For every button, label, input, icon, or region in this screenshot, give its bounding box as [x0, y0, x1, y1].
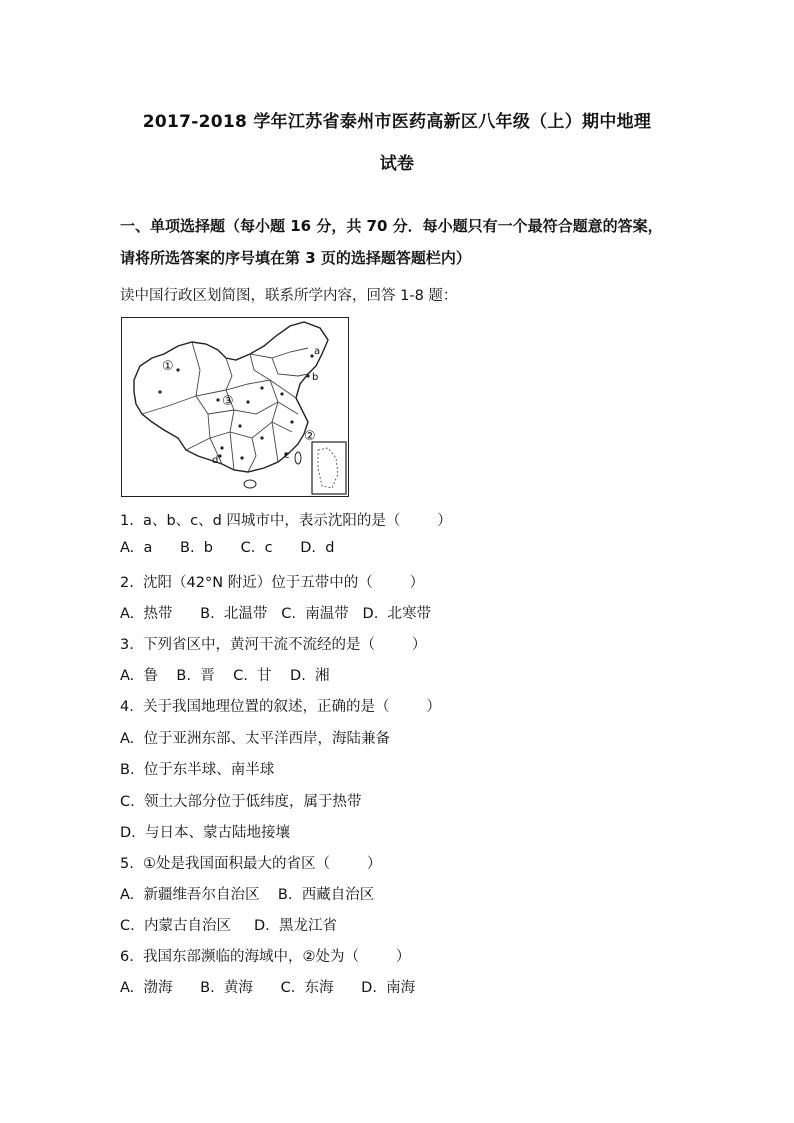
section-heading-line1: 一、单项选择题（每小题 16 分，共 70 分．每小题只有一个最符合题意的答案， — [120, 217, 663, 235]
question-3: 3. 下列省区中，黄河干流不流经的是（ ） — [120, 637, 427, 653]
map-label-city-c: c — [284, 450, 290, 461]
question-1: 1. a、b、c、d 四城市中，表示沈阳的是（ ） — [120, 513, 452, 529]
question-5: 5. ①处是我国面积最大的省区（ ） — [120, 856, 382, 872]
question-5-options-cd: C. 内蒙古自治区 D. 黑龙江省 — [120, 918, 337, 934]
map-label-region3: ③ — [222, 394, 234, 409]
exam-title-line1: 2017-2018 学年江苏省泰州市医药高新区八年级（上）期中地理 — [142, 112, 652, 132]
map-label-region2: ② — [304, 429, 316, 444]
section-heading-line2: 请将所选答案的序号填在第 3 页的选择题答题栏内） — [120, 249, 471, 267]
question-6-options: A. 渤海 B. 黄海 C. 东海 D. 南海 — [120, 980, 416, 996]
intro-text: 读中国行政区划简图，联系所学内容，回答 1-8 题： — [120, 288, 458, 304]
question-3-options: A. 鲁 B. 晋 C. 甘 D. 湘 — [120, 668, 330, 684]
question-1-options: A. a B. b C. c D. d — [120, 540, 335, 556]
map-label-city-d: d — [212, 455, 219, 466]
map-label-city-a: a — [314, 346, 321, 357]
question-2-options: A. 热带 B. 北温带 C. 南温带 D. 北寒带 — [120, 606, 432, 622]
exam-title-line2: 试卷 — [379, 154, 415, 174]
question-5-options-ab: A. 新疆维吾尔自治区 B. 西藏自治区 — [120, 887, 375, 903]
question-2: 2. 沈阳（42°N 附近）位于五带中的（ ） — [120, 575, 425, 591]
map-label-region1: ① — [162, 359, 174, 374]
question-6: 6. 我国东部濒临的海域中，②处为（ ） — [120, 949, 411, 965]
china-admin-map — [121, 317, 349, 497]
question-4-option-b: B. 位于东半球、南半球 — [120, 762, 275, 778]
question-4-option-c: C. 领土大部分位于低纬度，属于热带 — [120, 794, 362, 810]
question-4: 4. 关于我国地理位置的叙述，正确的是（ ） — [120, 699, 441, 715]
question-4-option-a: A. 位于亚洲东部、太平洋西岸，海陆兼备 — [120, 731, 390, 747]
map-label-city-b: b — [312, 372, 319, 383]
question-4-option-d: D. 与日本、蒙古陆地接壤 — [120, 825, 290, 841]
